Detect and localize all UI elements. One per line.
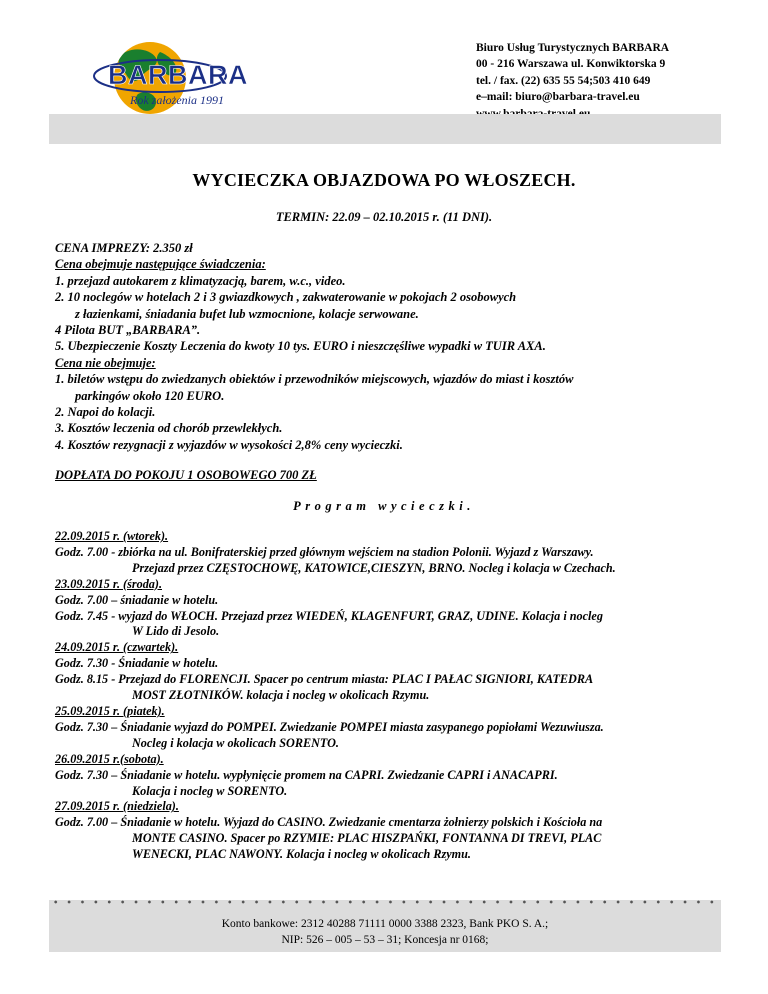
includes-item: 2. 10 noclegów w hotelach 2 i 3 gwiazdkowych , zakwaterowanie w pokojach 2 osobowych <box>55 290 517 305</box>
company-email[interactable]: e–mail: biuro@barbara-travel.eu <box>476 91 640 104</box>
company-address: 00 - 216 Warszawa ul. Konwiktorska 9 <box>476 58 666 71</box>
day-date: 27.09.2015 r. (niedziela). <box>55 799 179 814</box>
day-line: Godz. 7.45 - wyjazd do WŁOCH. Przejazd przez WIEDEŃ, KLAGENFURT, GRAZ, UDINE. Kolacja i nocleg <box>55 608 603 623</box>
footer-text <box>49 916 721 948</box>
footer <box>49 900 721 952</box>
day-line: Godz. 7.00 - zbiórka na ul. Bonifraterskiej przed głównym wejściem na stadion Polonii. Wyjazd z Warszawy. <box>55 544 594 559</box>
price: CENA IMPREZY: 2.350 zł <box>55 241 193 255</box>
includes-item: 5. Ubezpieczenie Koszty Leczenia do kwoty 10 tys. EURO i nieszczęśliwe wypadki w TUIR AXA. <box>55 339 546 354</box>
day-line: Godz. 7.30 - Śniadanie w hotelu. <box>55 656 219 671</box>
includes-item: 1. przejazd autokarem z klimatyzacją, barem, w.c., video. <box>55 273 346 288</box>
company-phone: tel. / fax. (22) 635 55 54;503 410 649 <box>476 74 651 87</box>
program-days <box>55 529 616 863</box>
page-title: WYCIECZKA OBJAZDOWA PO WŁOSZECH. <box>192 170 576 190</box>
includes-header: Cena obejmuje następujące świadczenia: <box>55 257 266 272</box>
day-date: 23.09.2015 r. (środa). <box>55 576 162 591</box>
header-band <box>49 114 721 144</box>
excludes-item: 3. Kosztów leczenia od chorób przewlekłych. <box>55 421 283 436</box>
day-line: W Lido di Jesolo. <box>132 624 220 639</box>
day-line: Przejazd przez CZĘSTOCHOWĘ, KATOWICE,CIESZYN, BRNO. Nocleg i kolacja w Czechach. <box>132 560 616 575</box>
program-title: Program wycieczki. <box>293 499 475 513</box>
excludes-item: 1. biletów wstępu do zwiedzanych obiektów i przewodników miejscowych, wjazdów do miast i kosztów <box>55 372 574 387</box>
logo-tagline: Rok założenia 1991 <box>130 93 224 107</box>
day-line: Godz. 7.30 – Śniadanie w hotelu. wypłynięcie promem na CAPRI. Zwiedzanie CAPRI i ANACAPRI. <box>55 767 558 782</box>
company-name: Biuro Usług Turystycznych BARBARA <box>476 42 670 54</box>
day-date: 25.09.2015 r. (piatek). <box>55 703 165 718</box>
company-info <box>476 40 669 122</box>
excludes-item: parkingów około 120 EURO. <box>75 388 225 403</box>
day-date: 26.09.2015 r.(sobota). <box>55 751 164 766</box>
trip-dates: TERMIN: 22.09 – 02.10.2015 r. (11 DNI). <box>275 210 493 224</box>
day-line: Godz. 8.15 - Przejazd do FLORENCJI. Spacer po centrum miasta: PLAC I PAŁAC SIGNIORI, KATEDRA <box>55 672 594 687</box>
day-line: MONTE CASINO. Spacer po RZYMIE: PLAC HISZPAŃKI, FONTANNA DI TREVI, PLAC <box>132 831 602 846</box>
excludes-item: 4. Kosztów rezygnacji z wyjazdów w wysokości 2,8% ceny wycieczki. <box>55 437 403 452</box>
day-line: Godz. 7.00 – Śniadanie w hotelu. Wyjazd do CASINO. Zwiedzanie cmentarza żołnierzy polskich i Kościoła na <box>55 815 603 830</box>
excludes-item: 2. Napoi do kolacji. <box>55 405 156 420</box>
price-section <box>55 240 573 453</box>
tax-license: NIP: 526 – 005 – 53 – 31; Koncesja nr 0168; <box>281 934 489 946</box>
day-line: Nocleg i kolacja w okolicach SORENTO. <box>132 735 339 750</box>
day-date: 24.09.2015 r. (czwartek). <box>55 640 179 655</box>
day-line: MOST ZŁOTNIKÓW. kolacja i nocleg w okolicach Rzymu. <box>132 688 430 703</box>
dotted-divider <box>49 900 721 904</box>
bank-account: Konto bankowe: 2312 40288 71111 0000 3388 2323, Bank PKO S. A.; <box>221 918 549 930</box>
includes-item: 4 Pilota BUT „BARBARA”. <box>55 323 201 338</box>
logo-name: BARBARA <box>108 60 248 90</box>
barbara-logo <box>90 38 290 116</box>
includes-item: z łazienkami, śniadania bufet lub wzmocnione, kolacje serwowane. <box>75 306 419 321</box>
excludes-header: Cena nie obejmuje: <box>55 355 156 370</box>
day-line: Kolacja i nocleg w SORENTO. <box>132 783 288 798</box>
day-line: Godz. 7.00 – śniadanie w hotelu. <box>55 592 219 607</box>
single-room-surcharge: DOPŁATA DO POKOJU 1 OSOBOWEGO 700 ZŁ <box>55 468 317 482</box>
day-line: Godz. 7.30 – Śniadanie wyjazd do POMPEI. Zwiedzanie POMPEI miasta zasypanego popiołami Wezuwiusza. <box>55 719 604 734</box>
day-line: WENECKI, PLAC NAWONY. Kolacja i nocleg w okolicach Rzymu. <box>132 847 471 862</box>
day-date: 22.09.2015 r. (wtorek). <box>55 529 169 543</box>
